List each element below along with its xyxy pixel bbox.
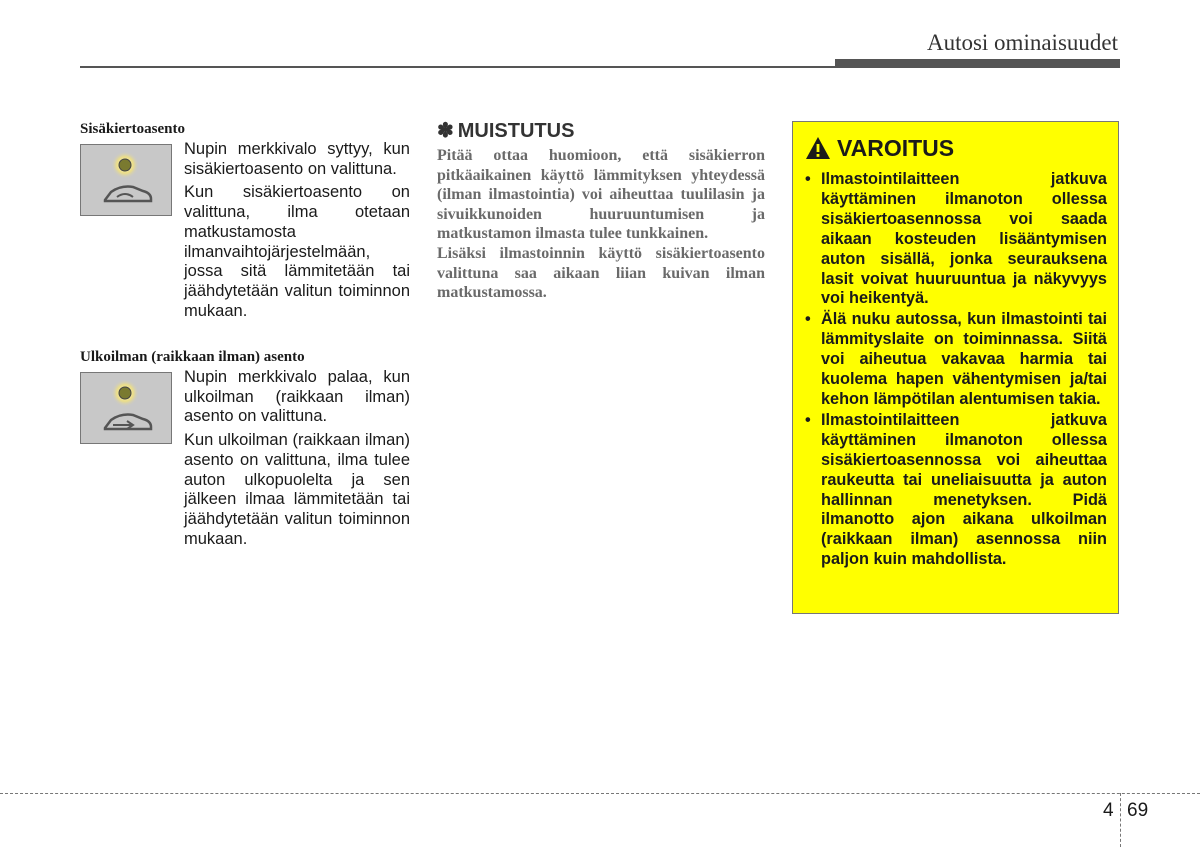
section-body [184, 138, 410, 321]
warning-item: • Ilmastointilaitteen jatkuva käyttäminen ilmanoton ollessa sisäkiertoasennossa voi aiheuttaa raukeutta tai uneliaisuutta ja auton hallinnan menetyksen. Pidä ilmanotto ajon aikana ulkoilman (raikkaan ilman) asennossa niin paljon kuin mahdollista. [805, 411, 1107, 570]
section-body [184, 366, 410, 549]
warning-title: VAROITUS [837, 135, 955, 161]
warning-item: • Ilmastointilaitteen jatkuva käyttäminen ilmanoton ollessa sisäkiertoasennossa voi saada aikaan kosteuden lisääntymisen auton sisällä, jonka seurauksena lasit voivat huuruuntua ja näkyvyys voi heikentyä. [805, 170, 1107, 309]
note-heading [437, 120, 765, 142]
warning-triangle-icon [805, 136, 831, 160]
section-fresh-air [80, 348, 410, 549]
header-rule-accent [835, 59, 1120, 68]
header-rule [80, 66, 840, 68]
note-paragraph: Lisäksi ilmastoinnin käyttö sisäkiertoasento valittuna saa aikaan liian kuivan ilman matkustamossa. [437, 244, 765, 302]
section-title: Ulkoilman (raikkaan ilman) asento [80, 349, 305, 365]
note-column [437, 120, 765, 303]
warning-list [805, 170, 1107, 570]
page-header-title: Autosi ominaisuudet [926, 30, 1118, 55]
note-title: MUISTUTUS [457, 120, 575, 142]
chapter-number: 4 [1103, 800, 1114, 821]
page-number: 69 [1127, 800, 1149, 821]
note-paragraph: Pitää ottaa huomioon, että sisäkierron pitkäaikainen käyttö lämmityksen yhteydessä (ilman ilmastointia) voi aiheuttaa tuulilasin ja sivuikkunoiden huuruuntumisen ja matkustamon ilmasta tulee tunkkainen. [437, 147, 765, 243]
section-paragraph: Kun sisäkiertoasento on valittuna, ilma otetaan matkustamosta ilmanvaihtojärjestelmään, jossa sitä lämmitetään tai jäähdytetään valitun toiminnon mukaan. [184, 183, 410, 320]
warning-item: • Älä nuku autossa, kun ilmastointi tai lämmityslaite on toiminnassa. Siitä voi aiheutua vakavaa harmia tai kuolema hapen vähentymisen ja/tai kehon lämpötilan alentumisen takia. [805, 310, 1107, 410]
note-body [437, 146, 765, 303]
warning-heading [805, 130, 1107, 166]
recirculation-button-icon [80, 144, 172, 216]
section-paragraph: Nupin merkkivalo palaa, kun ulkoilman (raikkaan ilman) asento on valittuna. [184, 368, 410, 426]
footer-divider [1120, 793, 1121, 847]
left-column [80, 120, 410, 553]
footer-rule [0, 793, 1200, 794]
section-title: Sisäkiertoasento [80, 121, 185, 137]
note-symbol-icon: ✽ [437, 120, 454, 142]
warning-box [792, 121, 1119, 614]
section-recirculation [80, 120, 410, 342]
fresh-air-button-icon [80, 372, 172, 444]
section-paragraph: Kun ulkoilman (raikkaan ilman) asento on valittuna, ilma tulee auton ulkopuolelta ja sen jälkeen ilmaa lämmitetään tai jäähdytetään valitun toiminnon mukaan. [184, 431, 410, 548]
section-paragraph: Nupin merkkivalo syttyy, kun sisäkiertoasento on valittuna. [184, 140, 410, 178]
